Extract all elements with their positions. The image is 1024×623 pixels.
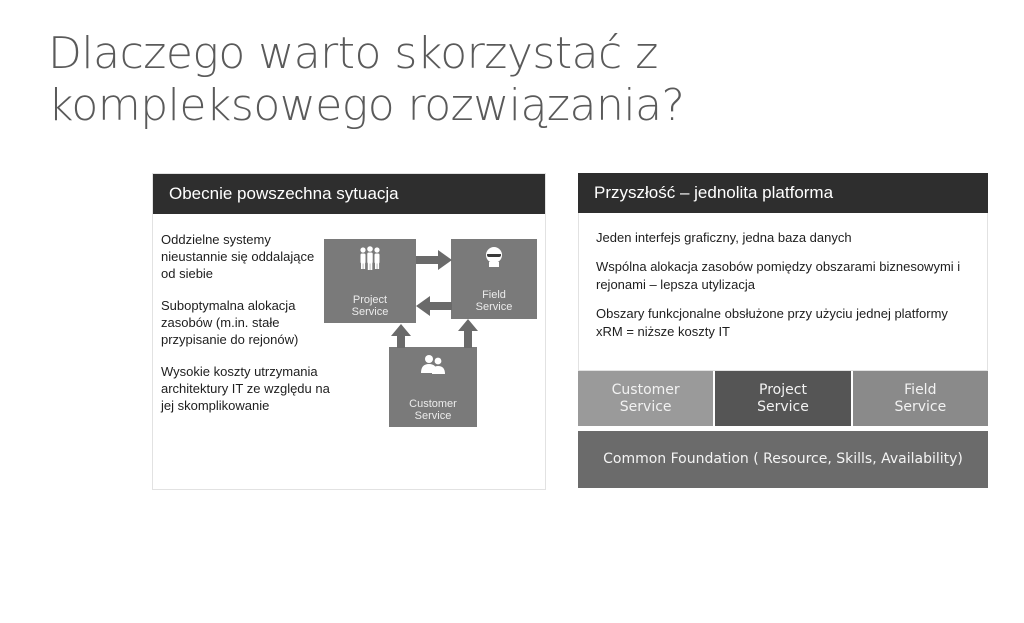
field-service-box [451,239,537,319]
future-platform-header: Przyszłość – jednolita platforma [578,173,988,213]
customer-service-tile-line1: Customer [611,381,680,398]
customer-service-label-2: Service [414,410,452,422]
people-icon [324,245,416,274]
current-situation-panel [152,173,546,490]
project-service-tile-line2: Service [757,398,809,415]
customer-service-tile-line2: Service [619,398,672,415]
field-service-tile-line2: Service [894,398,947,415]
point-suboptimal-allocation: Suboptymalna alokacja zasobów (m.in. stałe przypisanie do rejonów) [161,298,299,347]
point-high-it-costs: Wysokie koszty utrzymania architektury IT ze względu na jej skomplikowanie [161,364,330,413]
point-separate-systems: Oddzielne systemy nieustannie się oddalające od siebie [161,232,315,281]
arrow-customer-to-project [391,324,411,348]
project-service-tile [713,371,852,426]
customer-service-box [389,347,477,427]
customer-service-label-1: Customer [409,398,457,410]
current-situation-points [161,231,331,429]
field-service-tile-line1: Field [904,381,937,398]
field-service-label-2: Service [475,301,513,313]
future-platform-panel [578,173,988,490]
common-foundation-bar: Common Foundation ( Resource, Skills, Availability) [578,431,988,488]
field-service-tile [853,371,988,426]
project-service-tile-line1: Project [759,381,807,398]
customer-service-tile [578,371,713,426]
project-service-box [324,239,416,323]
project-service-label-1: Project [352,294,388,306]
customers-icon [389,353,477,378]
project-service-label-2: Service [351,306,389,318]
point-lower-it-costs: Obszary funkcjonalne obsłużone przy użyciu jednej platformy xRM = niższe koszty IT [596,306,948,339]
technician-icon [451,244,537,271]
slide-title: Dlaczego warto skorzystać z kompleksowego rozwiązania? [48,28,685,131]
field-service-label-1: Field [482,289,506,301]
arrow-field-to-project [416,296,452,316]
services-row [578,371,988,426]
current-situation-header: Obecnie powszechna sytuacja [153,174,545,214]
point-shared-allocation: Wspólna alokacja zasobów pomiędzy obszarami biznesowymi i rejonami – lepsza utylizacja [596,259,961,292]
future-platform-points [596,229,976,352]
arrow-customer-to-field [458,319,478,348]
arrow-project-to-field [416,250,452,270]
point-single-interface: Jeden interfejs graficzny, jedna baza danych [596,230,852,245]
